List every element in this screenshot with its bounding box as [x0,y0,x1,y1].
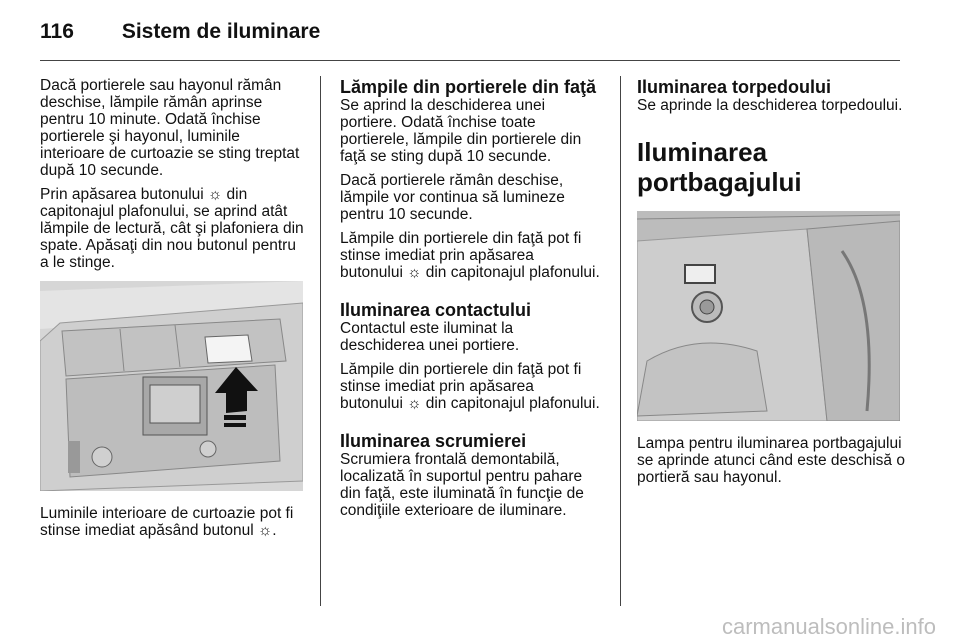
paragraph: Lămpile din portierele din faţă pot fi stinse imediat prin apăsarea butonului ☼ din capitonajul plafonului. [340,230,600,281]
column-3 [637,77,905,493]
paragraph: Se aprind la deschiderea unei portiere. Odată închise toate portierele, lămpile din portierele din faţă se sting după 10 secunde. [340,97,582,165]
paragraph: Dacă portierele sau hayonul rămân deschise, lămpile rămân aprinse pentru 10 minute. Odată închise portierele şi hayonul, luminile interioare de curtoazie se sting treptat după 10 secunde. [40,77,300,179]
trunk-light-illustration [637,211,900,421]
ceiling-console-drawing [40,281,303,491]
section-heading: Lămpile din portierele din faţă [340,77,597,97]
section-heading: Iluminarea scrumierei [340,431,527,451]
paragraph: Lampa pentru iluminarea portbagajului se aprinde atunci când este deschisă o portieră sau hayonul. [637,435,905,486]
header-rule [40,60,900,61]
page-header [40,20,320,44]
column-2 [340,77,600,526]
section-heading: Iluminarea contactului [340,300,532,320]
ceiling-console-illustration [40,281,303,491]
paragraph: Luminile interioare de curtoazie pot fi stinse imediat apăsând butonul ☼. [40,505,294,539]
section-heading: Iluminarea torpedoului [637,77,832,97]
paragraph: Prin apăsarea butonului ☼ din capitonajul plafonului, se aprind atât lămpile de lectură, cât şi plafoniera din spate. Apăsaţi din nou butonul pentru a le stinge. [40,186,304,271]
paragraph: Scrumiera frontală demontabilă, localizată în suportul pentru pahare din faţă, este iluminată în funcţie de condiţiile exterioare de iluminare. [340,451,584,519]
paragraph: Contactul este iluminat la deschiderea unei portiere. [340,320,520,354]
page-number: 116 [40,20,74,43]
chapter-heading: Iluminarea portbagajului [637,137,802,197]
column-1 [40,77,306,546]
paragraph: Dacă portierele rămân deschise, lămpile vor continua să lumineze pentru 10 secunde. [340,172,565,223]
paragraph: Se aprinde la deschiderea torpedoului. [637,97,903,114]
paragraph: Lămpile din portierele din faţă pot fi stinse imediat prin apăsarea butonului ☼ din capitonajul plafonului. [340,361,600,412]
column-divider-2 [620,76,621,606]
watermark: carmanualsonline.info [721,614,936,639]
column-divider-1 [320,76,321,606]
trunk-drawing [637,211,900,421]
page-title: Sistem de iluminare [121,20,321,43]
